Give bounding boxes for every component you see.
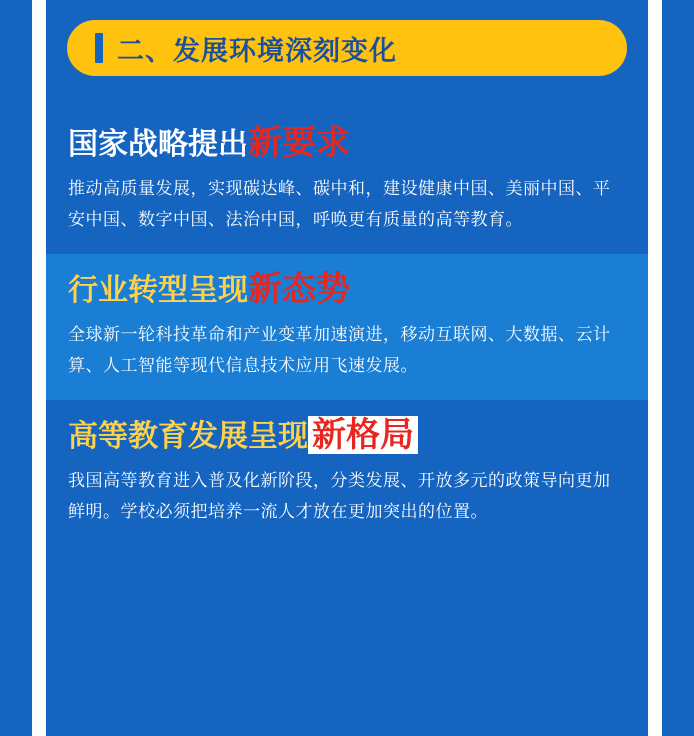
section-body-text: 推动高质量发展，实现碳达峰、碳中和，建设健康中国、美丽中国、平安中国、数字中国、法治中国，呼唤更有质量的高等教育。 [68, 179, 611, 230]
header-accent-bar [95, 33, 103, 63]
poster-content [46, 0, 648, 736]
section-card-body [68, 319, 626, 382]
left-rail-decoration [32, 0, 46, 736]
section-card-heading [68, 410, 626, 461]
section-card [46, 108, 648, 254]
section-heading-main: 高等教育发展呈现 [68, 419, 308, 453]
section-card-body [68, 465, 626, 528]
section-heading-highlight: 新格局 [308, 416, 418, 454]
section-card-heading [68, 264, 626, 315]
section-heading-highlight: 新要求 [248, 124, 350, 162]
section-heading-main: 行业转型呈现 [68, 273, 248, 307]
section-card-body [68, 173, 626, 236]
section-heading-main: 国家战略提出 [68, 128, 248, 161]
section-card-heading [68, 118, 626, 169]
section-body-text: 我国高等教育进入普及化新阶段，分类发展、开放多元的政策导向更加鲜明。学校必须把培养一流人才放在更加突出的位置。 [68, 470, 611, 522]
section-body-text: 全球新一轮科技革命和产业变革加速演进，移动互联网、大数据、云计算、人工智能等现代信息技术应用飞速发展。 [68, 324, 611, 376]
section-card-list [46, 108, 648, 546]
page-title: 二、发展环境深刻变化 [117, 35, 397, 66]
section-card [46, 254, 648, 400]
section-header-banner [67, 20, 627, 76]
section-card [46, 400, 648, 546]
section-heading-highlight: 新态势 [248, 269, 350, 308]
right-rail-decoration [648, 0, 662, 736]
